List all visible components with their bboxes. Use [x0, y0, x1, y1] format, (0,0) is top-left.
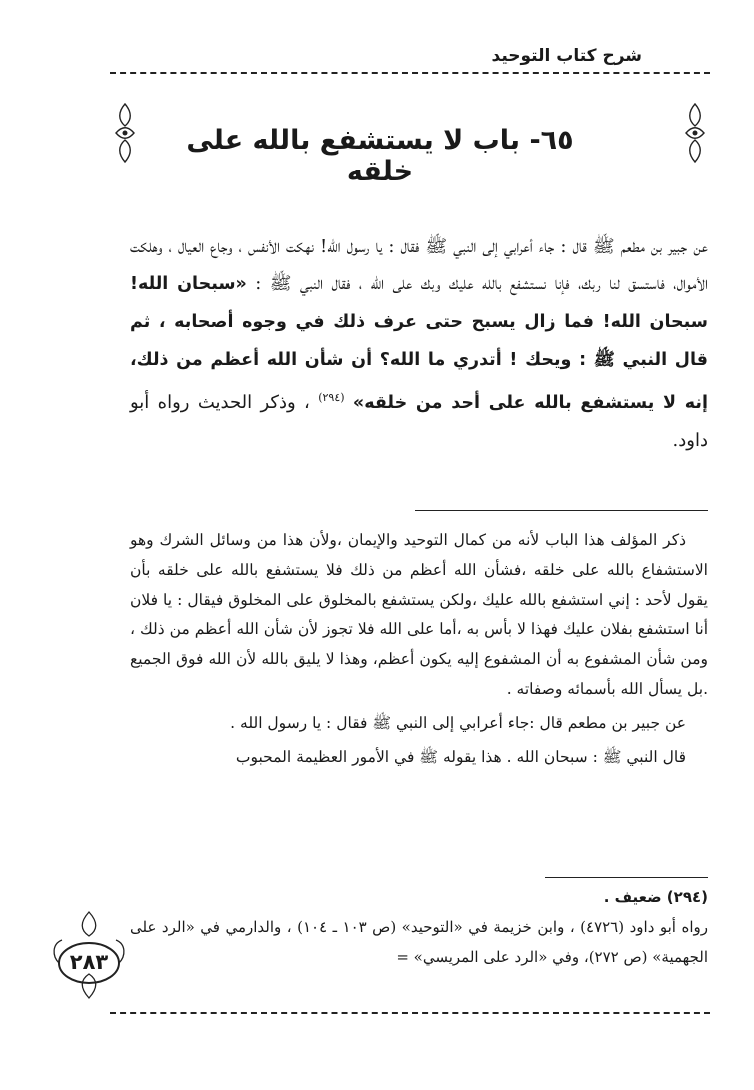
chapter-title: ٦٥- باب لا يستشفع بالله على خلقه: [186, 125, 574, 187]
ornament-right-icon: [684, 102, 706, 164]
footer-divider: [110, 1012, 710, 1014]
hadith-text: [130, 228, 708, 459]
hadith-outro: ، وذكر الحديث رواه أبو داود.: [130, 392, 708, 451]
running-header: شرح كتاب التوحيد: [491, 46, 642, 66]
page-number: ٢٨٣: [69, 950, 109, 974]
hadith-footnote-ref: (٢٩٤): [318, 391, 345, 404]
hadith-intro: عن جبير بن مطعم ﷺ قال : جاء أعرابي إلى النبي ﷺ فقال : يا رسول الله! نهكت الأنفس ، وجاع العيال ، وهلكت الأموال، فاستسق لنا ربك، فإنا نستشفع بالله عليك وبك على الله ، فقال النبي ﷺ :: [130, 236, 708, 294]
footnote-divider: [545, 877, 708, 878]
page-number-badge: [50, 910, 128, 1000]
footnotes: [130, 882, 708, 972]
commentary-paragraph: عن جبير بن مطعم قال :جاء أعرابي إلى النبي ﷺ فقال : يا رسول الله .: [230, 713, 686, 732]
ornament-left-icon: [114, 102, 136, 164]
footnote-marker: (٢٩٤) ضعيف .: [603, 888, 708, 906]
commentary-paragraph: قال النبي ﷺ : سبحان الله . هذا يقوله ﷺ في الأمور العظيمة المحبوب: [235, 747, 686, 766]
footnote-text: رواه أبو داود (٤٧٢٦) ، وابن خزيمة في «التوحيد» (ص ١٠٣ ـ ١٠٤) ، والدارمي في «الرد على الجهمية» (ص ٢٧٢)، وفي «الرد على المريسي» =: [130, 918, 708, 966]
hadith-quote: «سبحان الله! سبحان الله! فما زال يسبح حتى عرف ذلك في وجوه أصحابه ، ثم قال النبي ﷺ : ويحك ! أتدري ما الله؟ أن شأن الله أعظم من ذلك، إنه لا يستشفع بالله على أحد من خلقه»: [130, 274, 708, 413]
commentary: [130, 526, 708, 772]
section-divider: [415, 510, 708, 511]
header-divider: [110, 72, 710, 74]
commentary-paragraph: ذكر المؤلف هذا الباب لأنه من كمال التوحيد والإيمان ،ولأن هذا من وسائل الشرك وهو الاستشفاع بالله على خلقه ،فشأن الله أعظم من ذلك فلا يستشفع بالله على خلقه بأن يقول لأحد : إني استشفع بالله عليك ،ولكن يستشفع بالمخلوق على المخلوق فيقال : يا فلان أنا استشفع بفلان عليك فهذا لا بأس به ،أما على الله فلا تجوز لأن شأن الله أعظم من ذلك ، ومن شأن المشفوع به أن المشفوع إليه يكون أعظم، وهذا لا يليق بالله لأن الله فوق الجميع .بل يسأل الله بأسمائه وصفاته .: [130, 531, 708, 698]
